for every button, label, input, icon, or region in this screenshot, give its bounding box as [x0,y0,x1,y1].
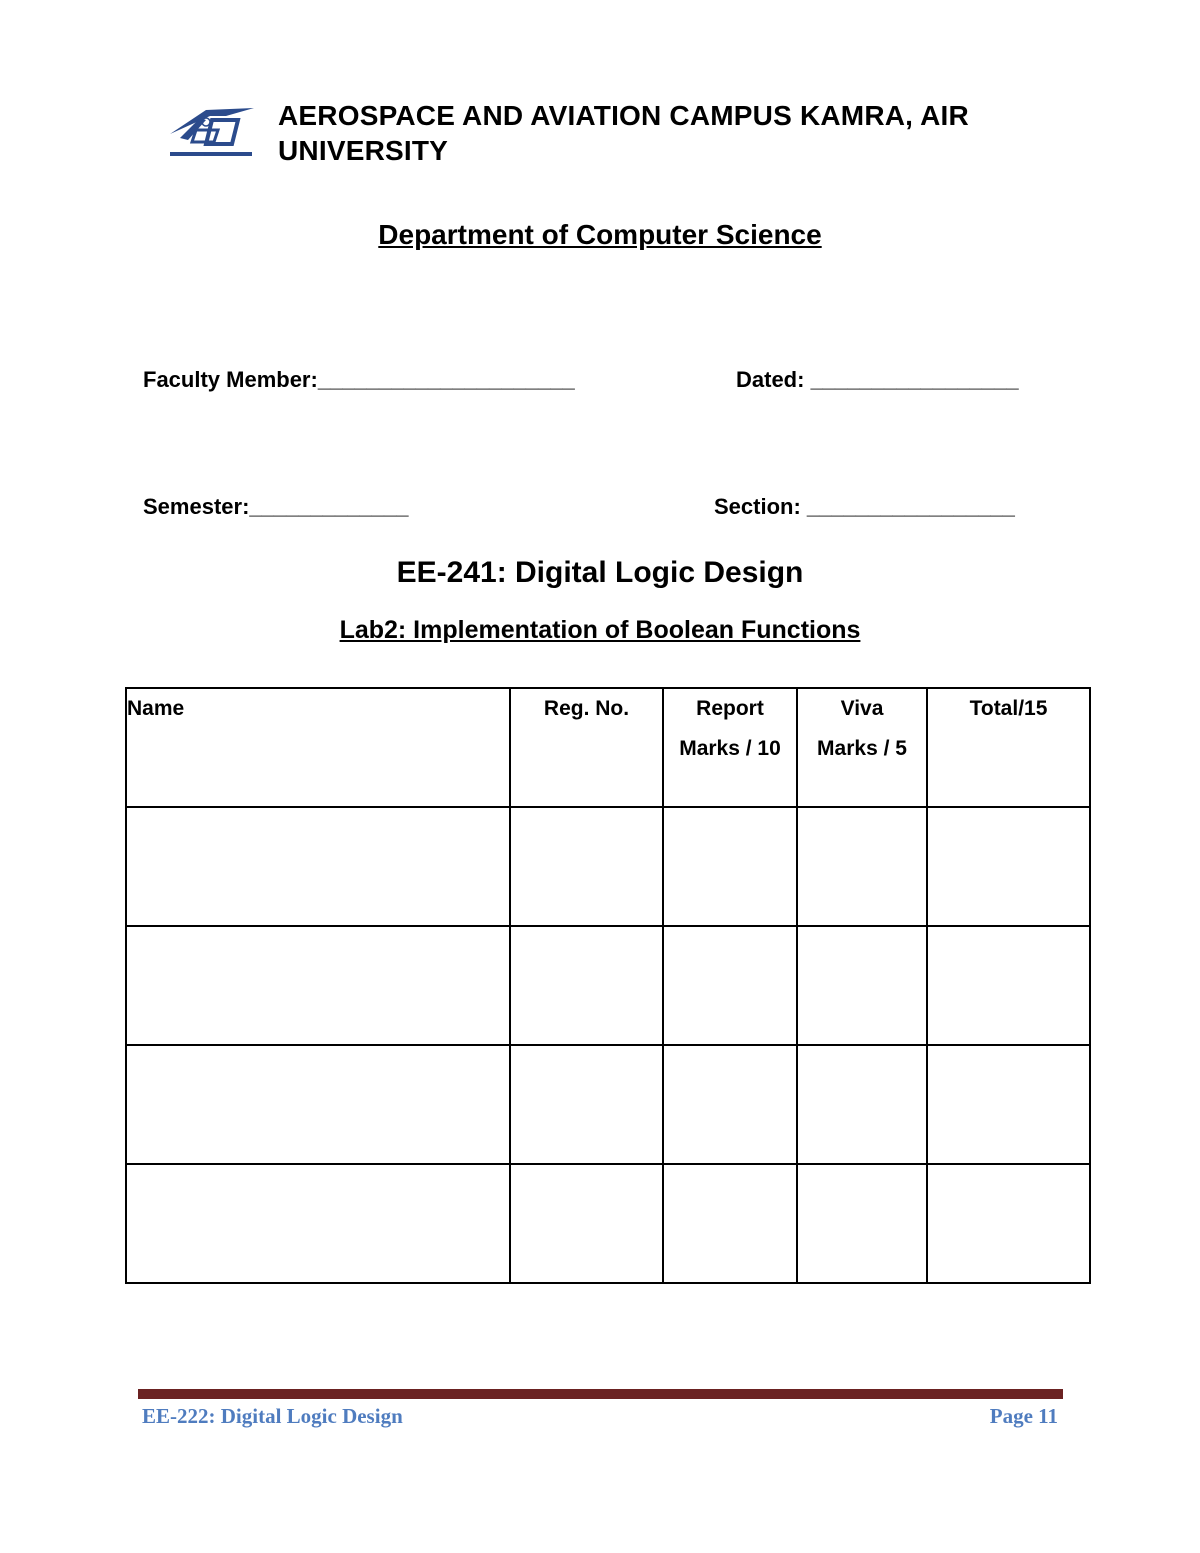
cell-reg-no[interactable] [510,807,663,926]
header-reg-no-label: Reg. No. [543,697,630,720]
table-row [126,1045,1090,1164]
header-report-line1: Report [696,697,764,720]
footer-page-number: Page 11 [989,1404,1058,1428]
header-report-line2: Marks / 10 [679,737,781,760]
header-viva-marks [797,688,927,807]
header-viva-line2: Marks / 5 [817,737,907,760]
table-row [126,926,1090,1045]
cell-name[interactable] [126,807,510,926]
dated-blank[interactable]: _________________ [810,367,1019,392]
header-report-marks [663,688,797,807]
air-university-logo-icon [166,104,256,160]
cell-report-marks[interactable] [663,926,797,1045]
cell-viva-marks[interactable] [797,807,927,926]
cell-viva-marks[interactable] [797,1164,927,1283]
table-header-row [126,688,1090,807]
header-name-label: Name [127,697,185,720]
cell-reg-no[interactable] [510,926,663,1045]
faculty-member-field [143,367,575,393]
course-title: EE-241: Digital Logic Design [396,556,804,589]
cell-reg-no[interactable] [510,1045,663,1164]
header-name [126,688,510,807]
cell-report-marks[interactable] [663,1164,797,1283]
header-total-label: Total/15 [969,697,1048,720]
faculty-member-label: Faculty Member: [143,367,318,392]
table-row [126,807,1090,926]
cell-name[interactable] [126,1164,510,1283]
cell-total[interactable] [927,1045,1090,1164]
header-total [927,688,1090,807]
footer-course-label: EE-222: Digital Logic Design [142,1404,403,1428]
cell-total[interactable] [927,1164,1090,1283]
section-blank[interactable]: _________________ [806,494,1015,519]
marks-table [125,687,1091,1284]
cell-viva-marks[interactable] [797,926,927,1045]
department-heading: Department of Computer Science [378,219,822,250]
faculty-member-blank[interactable]: _____________________ [317,367,575,392]
cell-total[interactable] [927,926,1090,1045]
semester-field [143,494,408,520]
lab-title: Lab2: Implementation of Boolean Functions [339,616,861,644]
semester-label: Semester: [143,494,250,519]
header-viva-line1: Viva [840,697,884,720]
semester-blank[interactable]: _____________ [249,494,409,519]
cell-reg-no[interactable] [510,1164,663,1283]
header-reg-no [510,688,663,807]
cell-viva-marks[interactable] [797,1045,927,1164]
institution-name [278,98,1078,168]
cell-total[interactable] [927,807,1090,926]
cell-report-marks[interactable] [663,1045,797,1164]
cell-name[interactable] [126,926,510,1045]
dated-field [736,367,1019,393]
cell-report-marks[interactable] [663,807,797,926]
footer-divider [138,1389,1063,1399]
table-row [126,1164,1090,1283]
institution-name-line1: AEROSPACE AND AVIATION CAMPUS KAMRA, AIR [278,100,969,131]
section-field [714,494,1015,520]
dated-label: Dated: [736,367,811,392]
institution-name-line2: UNIVERSITY [278,135,449,166]
cell-name[interactable] [126,1045,510,1164]
section-label: Section: [714,494,807,519]
